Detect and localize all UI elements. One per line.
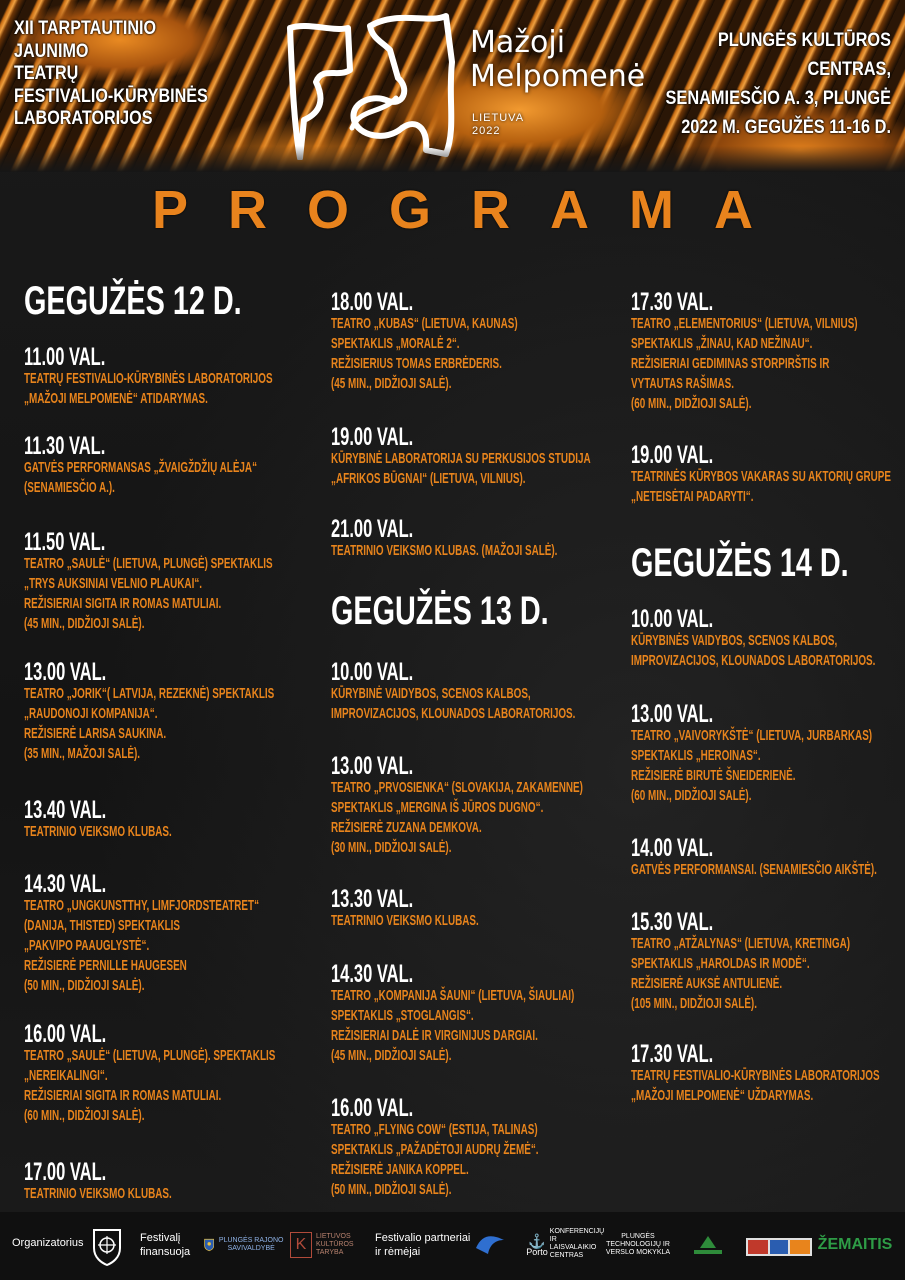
event-time: 15.30 VAL. bbox=[631, 908, 714, 936]
event-line: REŽISIERIUS TOMAS ERBRĖDERIS. bbox=[331, 355, 502, 372]
conference-center-logo: KONFERENCIJŲ IR LAISVALAIKIO CENTRAS bbox=[549, 1228, 605, 1259]
schedule-event bbox=[331, 660, 595, 724]
event-line: (50 MIN., DIDŽIOJI SALĖ). bbox=[331, 1181, 452, 1198]
schedule-event bbox=[631, 910, 895, 1014]
municipality-crest-icon bbox=[204, 1234, 214, 1256]
zemaitis-logo: ŽEMAITIS bbox=[817, 1236, 893, 1253]
event-line: TEATRINIO VEIKSMO KLUBAS. bbox=[24, 1185, 172, 1202]
event-line: SPEKTAKLIS „HEROINAS“. bbox=[631, 747, 761, 764]
event-line: „TRYS AUKSINIAI VELNIO PLAUKAI“. bbox=[24, 575, 203, 592]
event-line: (SENAMIESČIO A.). bbox=[24, 479, 115, 496]
event-line: (45 MIN., DIDŽIOJI SALĖ). bbox=[24, 615, 145, 632]
event-line: GATVĖS PERFORMANSAI. (SENAMIESČIO AIKŠTĖ). bbox=[631, 861, 877, 878]
event-line: „MAŽOJI MELPOMENĖ“ UŽDARYMAS. bbox=[631, 1087, 814, 1104]
festival-logo-text bbox=[470, 26, 645, 94]
event-line: KŪRYBINĖS VAIDYBOS, SCENOS KALBOS, bbox=[631, 632, 838, 649]
logo-country: LIETUVA bbox=[472, 112, 525, 124]
event-line: TEATRINIO VEIKSMO KLUBAS. bbox=[24, 823, 172, 840]
event-line: (DANIJA, THISTED) SPEKTAKLIS bbox=[24, 917, 181, 934]
event-time: 17.00 VAL. bbox=[24, 1158, 107, 1186]
plunge-town-logo-icon bbox=[746, 1236, 812, 1258]
event-line: „PAKVIPO PAAUGLYSTĖ“. bbox=[24, 937, 150, 954]
schedule-event bbox=[24, 660, 288, 764]
partners-label-line: Festivalio partneriai bbox=[375, 1232, 471, 1244]
event-time: 14.00 VAL. bbox=[631, 834, 714, 862]
plunge-municipality-logo bbox=[204, 1230, 284, 1260]
event-time: 14.30 VAL. bbox=[24, 870, 107, 898]
event-line: KŪRYBINĖ VAIDYBOS, SCENOS KALBOS, bbox=[331, 685, 531, 702]
event-time: 13.00 VAL. bbox=[331, 752, 414, 780]
event-line: TEATRO „UNGKUNSTTHY, LIMFJORDSTEATRET“ bbox=[24, 897, 260, 914]
event-time: 13.00 VAL. bbox=[24, 658, 107, 686]
event-line: (50 MIN., DIDŽIOJI SALĖ). bbox=[24, 977, 145, 994]
schedule-event bbox=[24, 1022, 288, 1126]
event-line: „AFRIKOS BŪGNAI“ (LIETUVA, VILNIUS). bbox=[331, 470, 526, 487]
day-heading: GEGUŽĖS 13 D. bbox=[331, 589, 549, 633]
technology-school-logo: PLUNGĖS TECHNOLOGIJŲ IR VERSLO MOKYKLA bbox=[605, 1233, 671, 1256]
event-line: (30 MIN., DIDŽIOJI SALĖ). bbox=[331, 839, 452, 856]
event-line: „NETEISĖTAI PADARYTI“. bbox=[631, 488, 754, 505]
event-line: IMPROVIZACIJOS, KLOUNADOS LABORATORIJOS. bbox=[631, 652, 876, 669]
logo-year: 2022 bbox=[472, 125, 501, 137]
event-time: 13.00 VAL. bbox=[631, 700, 714, 728]
event-line: TEATRO „PRVOSIENKA“ (SLOVAKIJA, ZAKAMENNE) bbox=[331, 779, 583, 796]
event-line: TEATRINIO VEIKSMO KLUBAS. (MAŽOJI SALĖ). bbox=[331, 542, 558, 559]
event-line: (60 MIN., DIDŽIOJI SALĖ). bbox=[24, 1107, 145, 1124]
organizer-label: Organizatorius bbox=[12, 1237, 84, 1249]
schedule-event bbox=[331, 1096, 595, 1200]
funder-label-line: Festivalį bbox=[140, 1232, 181, 1244]
culture-council-logo bbox=[290, 1230, 360, 1260]
event-line: REŽISIERĖ JANIKA KOPPEL. bbox=[331, 1161, 469, 1178]
event-line: REŽISIERĖ BIRUTĖ ŠNEIDERIENĖ. bbox=[631, 767, 796, 784]
schedule-event bbox=[331, 425, 595, 489]
event-line: (45 MIN., DIDŽIOJI SALĖ). bbox=[331, 375, 452, 392]
event-line: TEATRŲ FESTIVALIO-KŪRYBINĖS LABORATORIJOS bbox=[24, 370, 273, 387]
event-line: TEATRO „ELEMENTORIUS“ (LIETUVA, VILNIUS) bbox=[631, 315, 858, 332]
schedule-event bbox=[24, 345, 288, 409]
event-line: REŽISIERIAI SIGITA IR ROMAS MATULIAI. bbox=[24, 1087, 222, 1104]
event-line: TEATRO „FLYING COW“ (ESTIJA, TALINAS) bbox=[331, 1121, 538, 1138]
event-line: TEATRO „VAIVORYKŠTĖ“ (LIETUVA, JURBARKAS) bbox=[631, 727, 873, 744]
event-line: „RAUDONOJI KOMPANIJA“. bbox=[24, 705, 158, 722]
event-time: 16.00 VAL. bbox=[24, 1020, 107, 1048]
schedule-event bbox=[24, 798, 288, 842]
event-line: REŽISIERĖ PERNILLE HAUGESEN bbox=[24, 957, 187, 974]
event-time: 10.00 VAL. bbox=[631, 605, 714, 633]
funder-label bbox=[140, 1231, 190, 1259]
porto-name: Porto bbox=[526, 1247, 548, 1257]
event-line: (45 MIN., DIDŽIOJI SALĖ). bbox=[331, 1047, 452, 1064]
schedule-event bbox=[631, 702, 895, 806]
anchor-icon: ⚓ bbox=[528, 1233, 546, 1249]
day-heading: GEGUŽĖS 12 D. bbox=[24, 279, 242, 323]
festival-subtitle bbox=[14, 18, 218, 131]
event-line: (60 MIN., DIDŽIOJI SALĖ). bbox=[631, 787, 752, 804]
partners-label-line: ir rėmėjai bbox=[375, 1246, 421, 1258]
municipality-name: PLUNGĖS RAJONO SAVIVALDYBĖ bbox=[218, 1237, 284, 1252]
event-line: SPEKTAKLIS „PAŽADĖTOJI AUDRŲ ŽEMĖ“. bbox=[331, 1141, 539, 1158]
funder-label-line: finansuoja bbox=[140, 1246, 191, 1258]
logo-subtext bbox=[472, 112, 524, 138]
event-line: (60 MIN., DIDŽIOJI SALĖ). bbox=[631, 395, 752, 412]
k-mark-icon: K bbox=[290, 1232, 312, 1258]
partners-label bbox=[375, 1231, 470, 1259]
event-time: 14.30 VAL. bbox=[331, 960, 414, 988]
event-time: 11.50 VAL. bbox=[24, 528, 106, 556]
council-name: LIETUVOS KULTŪROS TARYBA bbox=[316, 1233, 354, 1256]
schedule-event bbox=[631, 290, 895, 414]
schedule-event bbox=[24, 434, 288, 498]
event-line: KŪRYBINĖ LABORATORIJA SU PERKUSIJOS STUDIJA bbox=[331, 450, 591, 467]
organizer-crest-icon bbox=[90, 1226, 124, 1266]
schedule-event bbox=[331, 962, 595, 1066]
event-line: (35 MIN., MAŽOJI SALĖ). bbox=[24, 745, 141, 762]
event-time: 21.00 VAL. bbox=[331, 515, 414, 543]
event-line: (105 MIN., DIDŽIOJI SALĖ). bbox=[631, 995, 757, 1012]
schedule-event bbox=[331, 290, 595, 394]
event-line: TEATRINIO VEIKSMO KLUBAS. bbox=[331, 912, 479, 929]
subtitle-line: TEATRŲ bbox=[14, 63, 79, 84]
event-line: REŽISIERĖ LARISA SAUKINA. bbox=[24, 725, 167, 742]
day-heading: GEGUŽĖS 14 D. bbox=[631, 541, 849, 585]
event-time: 19.00 VAL. bbox=[331, 423, 414, 451]
event-time: 16.00 VAL. bbox=[331, 1094, 414, 1122]
subtitle-line: XII TARPTAUTINIO JAUNIMO bbox=[14, 18, 157, 62]
event-line: „MAŽOJI MELPOMENĖ“ ATIDARYMAS. bbox=[24, 390, 208, 407]
event-line: SPEKTAKLIS „MERGINA IŠ JŪROS DUGNO“. bbox=[331, 799, 544, 816]
poster-header bbox=[0, 0, 905, 172]
venue-line: 2022 M. GEGUŽĖS 11-16 D. bbox=[681, 117, 891, 138]
subtitle-line: LABORATORIJOS bbox=[14, 108, 153, 129]
event-line: GATVĖS PERFORMANSAS „ŽVAIGŽDŽIŲ ALĖJA“ bbox=[24, 459, 258, 476]
schedule-event bbox=[24, 1160, 288, 1204]
event-line: VYTAUTAS RAŠIMAS. bbox=[631, 375, 735, 392]
schedule-event bbox=[24, 872, 288, 996]
event-line: TEATRO „KOMPANIJA ŠAUNI“ (LIETUVA, ŠIAULIAI) bbox=[331, 987, 575, 1004]
event-time: 13.40 VAL. bbox=[24, 796, 107, 824]
schedule-event bbox=[331, 887, 595, 931]
event-line: TEATRŲ FESTIVALIO-KŪRYBINĖS LABORATORIJOS bbox=[631, 1067, 880, 1084]
event-time: 13.30 VAL. bbox=[331, 885, 414, 913]
program-title: PROGRAMA bbox=[152, 180, 793, 240]
schedule-event bbox=[631, 443, 895, 507]
event-line: TEATRINĖS KŪRYBOS VAKARAS SU AKTORIŲ GRUPE bbox=[631, 468, 891, 485]
event-line: TEATRO „KUBAS“ (LIETUVA, KAUNAS) bbox=[331, 315, 518, 332]
event-time: 11.00 VAL. bbox=[24, 343, 106, 371]
event-line: REŽISIERIAI GEDIMINAS STORPIRŠTIS IR bbox=[631, 355, 830, 372]
venue-line: PLUNGĖS KULTŪROS CENTRAS, bbox=[717, 30, 891, 80]
event-line: REŽISIERĖ ZUZANA DEMKOVA. bbox=[331, 819, 482, 836]
event-time: 17.30 VAL. bbox=[631, 288, 714, 316]
venue-info bbox=[633, 26, 891, 142]
festival-logo-mark bbox=[278, 8, 468, 160]
event-line: REŽISIERIAI DALĖ IR VIRGINIJUS DARGIAI. bbox=[331, 1027, 538, 1044]
logo-line: Mažoji bbox=[470, 25, 566, 60]
subtitle-line: FESTIVALIO-KŪRYBINĖS bbox=[14, 85, 208, 107]
event-time: 19.00 VAL. bbox=[631, 441, 714, 469]
event-line: REŽISIERĖ AUKSĖ ANTULIENĖ. bbox=[631, 975, 783, 992]
schedule-event bbox=[631, 607, 895, 671]
event-line: SPEKTAKLIS „MORALĖ 2“. bbox=[331, 335, 460, 352]
sponsors-footer bbox=[0, 1212, 905, 1280]
schedule-event bbox=[24, 530, 288, 634]
event-time: 10.00 VAL. bbox=[331, 658, 414, 686]
event-line: TEATRO „ATŽALYNAS“ (LIETUVA, KRETINGA) bbox=[631, 935, 851, 952]
event-line: „NEREIKALINGI“. bbox=[24, 1067, 108, 1084]
event-time: 11.30 VAL. bbox=[24, 432, 106, 460]
event-line: TEATRO „SAULĖ“ (LIETUVA, PLUNGĖ). SPEKTAKLIS bbox=[24, 1047, 276, 1064]
schedule-event bbox=[631, 1042, 895, 1106]
event-line: SPEKTAKLIS „STOGLANGIS“. bbox=[331, 1007, 474, 1024]
logo-line: Melpomenė bbox=[470, 59, 646, 94]
event-line: TEATRO „SAULĖ“ (LIETUVA, PLUNGĖ) SPEKTAKLIS bbox=[24, 555, 273, 572]
event-line: REŽISIERIAI SIGITA IR ROMAS MATULIAI. bbox=[24, 595, 222, 612]
schedule-event bbox=[331, 754, 595, 858]
tree-logo-icon bbox=[690, 1234, 726, 1256]
event-time: 18.00 VAL. bbox=[331, 288, 414, 316]
event-line: SPEKTAKLIS „ŽINAU, KAD NEŽINAU“. bbox=[631, 335, 813, 352]
event-line: TEATRO „JORIK“( LATVIJA, REZEKNĖ) SPEKTAKLIS bbox=[24, 685, 275, 702]
schedule-event bbox=[631, 836, 895, 880]
venue-line: SENAMIESČIO A. 3, PLUNGĖ bbox=[665, 88, 891, 109]
schedule-event bbox=[331, 517, 595, 561]
event-line: SPEKTAKLIS „HAROLDAS IR MODĖ“. bbox=[631, 955, 810, 972]
event-time: 17.30 VAL. bbox=[631, 1040, 714, 1068]
event-line: IMPROVIZACIJOS, KLOUNADOS LABORATORIJOS. bbox=[331, 705, 576, 722]
partner-wave-logo-icon bbox=[474, 1230, 506, 1258]
